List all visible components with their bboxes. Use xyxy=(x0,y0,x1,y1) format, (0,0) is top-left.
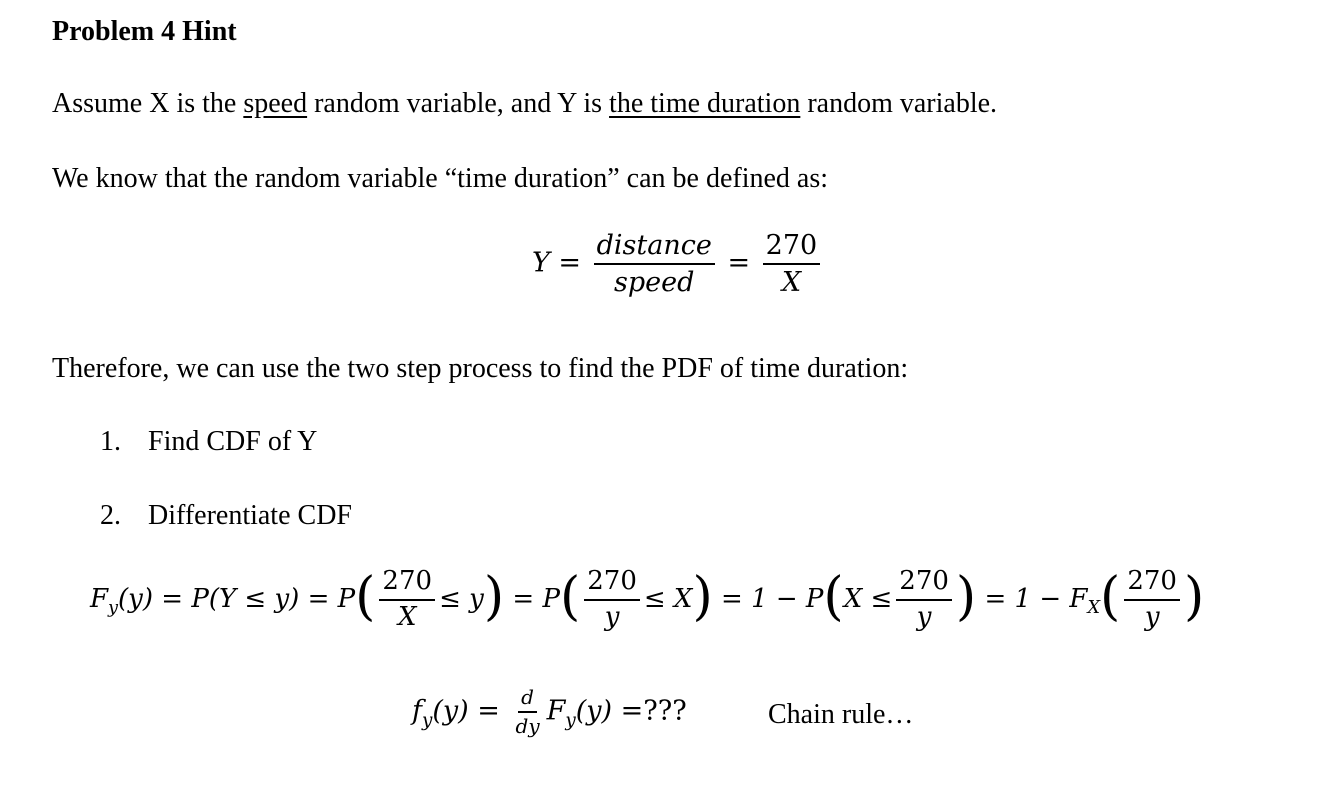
paren-close-1: ) xyxy=(483,566,505,627)
pdf-F: F xyxy=(546,695,566,727)
fraction-270-x xyxy=(763,230,821,298)
frac-270-over-X xyxy=(379,567,435,633)
eq1-lhs: Y xyxy=(532,247,550,279)
numerator-270: 270 xyxy=(763,230,821,265)
pdf-F-arg: (y) xyxy=(575,695,613,727)
cdf-eq-1: = xyxy=(161,583,184,614)
step-1-text: Find CDF of Y xyxy=(148,426,318,457)
cdf-eq-4: = xyxy=(721,583,743,614)
assumption-text-2: random variable, and Y is xyxy=(307,88,610,119)
frac-den-X-a: X xyxy=(397,601,417,632)
paren-open-3: ( xyxy=(823,566,844,627)
frac-270-over-y-c xyxy=(1124,567,1180,633)
cdf-P-1: P xyxy=(337,583,356,614)
cdf-eq-3: = xyxy=(512,583,535,614)
equation-y-definition xyxy=(532,230,824,298)
speed-underlined: speed xyxy=(243,88,308,119)
paren-close-3: ) xyxy=(955,566,977,627)
one-minus-P: 1 − P xyxy=(751,583,824,614)
frac-num-270-d: 270 xyxy=(1124,567,1180,601)
one-minus-F: 1 − F xyxy=(1014,583,1088,614)
denominator-x: X xyxy=(781,267,802,299)
cdf-F: F xyxy=(90,583,109,614)
paren-open-4: ( xyxy=(1100,566,1121,627)
page-title: Problem 4 Hint xyxy=(52,16,237,47)
time-duration-underlined: the time duration xyxy=(609,88,801,119)
derivative-dy: dy xyxy=(515,714,540,738)
paren-open-1: ( xyxy=(355,566,376,627)
step-2 xyxy=(100,500,352,532)
assumption-line xyxy=(52,88,997,120)
chain-rule-note: Chain rule… xyxy=(768,699,914,730)
definition-line: We know that the random variable “time duration” can be defined as: xyxy=(52,163,829,194)
frac-num-270-c: 270 xyxy=(896,567,952,601)
frac-270-over-y-a xyxy=(584,567,640,633)
derivative-d: d xyxy=(518,686,537,713)
step-2-text: Differentiate CDF xyxy=(148,500,352,531)
cdf-sub-y: y xyxy=(108,598,119,619)
pdf-equals: = xyxy=(477,695,500,727)
F-sub-X: X xyxy=(1087,598,1101,619)
frac-den-y-b: y xyxy=(916,601,932,632)
frac-den-y-a: y xyxy=(604,601,620,632)
frac-num-270-a: 270 xyxy=(379,567,435,601)
step-1-number: 1. xyxy=(100,426,121,457)
equation-cdf xyxy=(90,567,1204,633)
eq1-equals: = xyxy=(558,247,582,279)
le-X: ≤ X xyxy=(643,583,693,614)
step-2-number: 2. xyxy=(100,500,121,531)
pdf-F-sub-y: y xyxy=(565,709,576,731)
pdf-f: f xyxy=(412,695,422,727)
fraction-distance-speed xyxy=(594,230,715,298)
pdf-result: =??? xyxy=(612,695,687,727)
frac-num-270-b: 270 xyxy=(584,567,640,601)
denominator-speed: speed xyxy=(614,267,695,299)
paren-open-2: ( xyxy=(559,566,581,627)
cdf-arg: (y) xyxy=(118,583,154,614)
cdf-P-2: P xyxy=(542,583,560,614)
step-1 xyxy=(100,426,317,458)
eq1-equals-2: = xyxy=(727,247,751,279)
frac-270-over-y-b xyxy=(896,567,952,633)
cdf-prob-y: P(Y ≤ y) xyxy=(191,583,300,614)
derivative-d-dy xyxy=(513,686,543,738)
pdf-arg: (y) xyxy=(432,695,469,727)
paren-close-2: ) xyxy=(692,566,713,627)
frac-den-y-c: y xyxy=(1144,601,1160,632)
paren-close-4: ) xyxy=(1183,566,1205,627)
process-line: Therefore, we can use the two step process to find the PDF of time duration: xyxy=(52,353,909,384)
assumption-text-3: random variable. xyxy=(800,88,998,119)
assumption-text-1: Assume X is the xyxy=(52,88,244,119)
numerator-distance: distance xyxy=(594,230,715,265)
pdf-sub-y: y xyxy=(422,709,433,731)
le-y: ≤ y xyxy=(439,583,484,614)
X-le: X ≤ xyxy=(843,583,893,614)
cdf-eq-5: = xyxy=(984,583,1007,614)
cdf-eq-2: = xyxy=(307,583,330,614)
equation-pdf xyxy=(412,686,687,738)
